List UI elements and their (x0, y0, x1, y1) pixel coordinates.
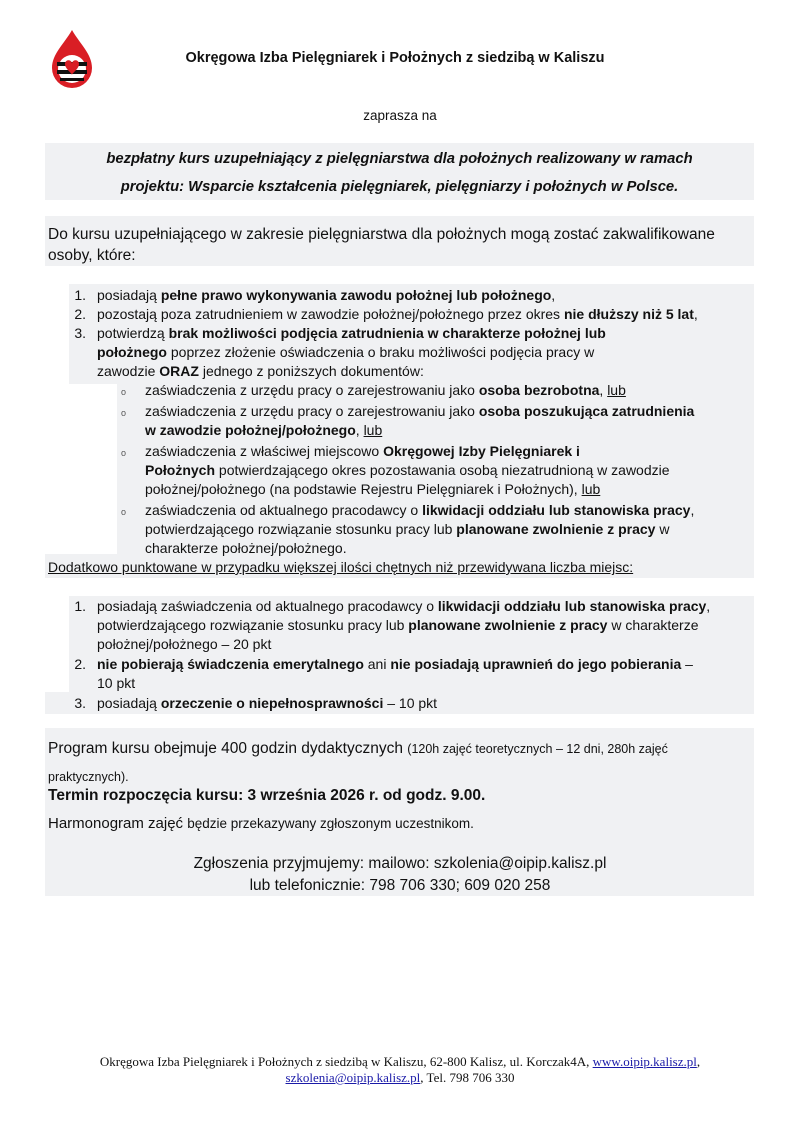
bullet-icon: o (121, 507, 127, 517)
intro-line-2: osoby, które: (48, 247, 136, 264)
bullet-icon: o (121, 448, 127, 458)
list-item: posiadają pełne prawo wykonywania zawodu położnej lub położnego, (97, 287, 556, 303)
footer-email-link[interactable]: szkolenia@oipip.kalisz.pl (285, 1070, 421, 1085)
list-item: zaświadczenia z właściwej miejscowo Okręgowej Izby Pielęgniarek i (145, 443, 580, 459)
bullet-icon: o (121, 387, 127, 397)
list-item: posiadają zaświadczenia od aktualnego pracodawcy o likwidacji oddziału lub stanowiska pracy, (97, 598, 711, 614)
footer-address: Okręgowa Izba Pielęgniarek i Położnych z siedzibą w Kaliszu, 62-800 Kalisz, ul. Korczak4A, www.oipip.kalisz.pl, (99, 1054, 701, 1069)
list-number: 3. (74, 325, 86, 341)
list-item-continuation: charakterze położnej/położnego. (145, 540, 347, 556)
start-date: Termin rozpoczęcia kursu: 3 września 2026 r. od godz. 9.00. (48, 787, 486, 804)
list-item: pozostają poza zatrudnieniem w zawodzie położnej/położnego przez okres nie dłuższy niż 5 lat, (97, 306, 698, 322)
course-title (45, 145, 754, 201)
list-item-continuation: położnej/położnego – 20 pkt (97, 636, 272, 652)
contact-email: Zgłoszenia przyjmujemy: mailowo: szkolenia@oipip.kalisz.pl (193, 855, 607, 872)
list-item: zaświadczenia od aktualnego pracodawcy o likwidacji oddziału lub stanowiska pracy, (145, 502, 695, 518)
list-number: 3. (74, 695, 86, 711)
list-item: posiadają orzeczenie o niepełnosprawności – 10 pkt (97, 695, 438, 711)
schedule-text: Harmonogram zajęć będzie przekazywany zgłoszonym uczestnikom. (48, 815, 474, 832)
list-item: zaświadczenia z urzędu pracy o zarejestrowaniu jako osoba poszukująca zatrudnienia (145, 403, 695, 419)
list-item: potwierdzą brak możliwości podjęcia zatrudnienia w charakterze położnej lub (97, 325, 606, 341)
course-title-line-1: bezpłatny kurs uzupełniający z pielęgniarstwa dla położnych realizowany w ramach (106, 151, 693, 167)
list-item: zaświadczenia z urzędu pracy o zarejestrowaniu jako osoba bezrobotna, lub (145, 382, 626, 398)
intro-line-1: Do kursu uzupełniającego w zakresie pielęgniarstwa dla położnych mogą zostać zakwalifikowane (48, 226, 715, 243)
invite-text: zaprasza na (363, 108, 437, 123)
oipip-logo (46, 28, 98, 90)
list-item-continuation: potwierdzającego rozwiązanie stosunku pracy lub planowane zwolnienie z pracy w charakterze (97, 617, 699, 633)
list-item-continuation: potwierdzającego rozwiązanie stosunku pracy lub planowane zwolnienie z pracy w (145, 521, 670, 537)
course-title-line-2: projektu: Wsparcie kształcenia pielęgniarek, pielęgniarzy i położnych w Polsce. (120, 179, 679, 195)
intro-text (48, 224, 754, 266)
list-number: 1. (74, 287, 86, 303)
program-text: Program kursu obejmuje 400 godzin dydaktycznych (120h zajęć teoretycznych – 12 dni, 280h zajęć praktycznych). (48, 740, 668, 784)
bullet-icon: o (121, 408, 127, 418)
list-number: 2. (74, 306, 86, 322)
contact-phone: lub telefonicznie: 798 706 330; 609 020 258 (249, 877, 551, 894)
extra-points-heading: Dodatkowo punktowane w przypadku większej ilości chętnych niż przewidywana liczba miejsc: (48, 559, 634, 575)
footer-website-link[interactable]: www.oipip.kalisz.pl (592, 1054, 697, 1069)
list-item-continuation: położnego poprzez złożenie oświadczenia o braku możliwości podjęcia pracy w (97, 344, 595, 360)
organization-header: Okręgowa Izba Pielęgniarek i Położnych z siedzibą w Kaliszu (185, 50, 605, 66)
list-item-continuation: Położnych potwierdzającego okres pozostawania osobą niezatrudnioną w zawodzie (145, 462, 670, 478)
list-item-continuation: położnej/położnego (na podstawie Rejestru Pielęgniarek i Położnych), lub (145, 481, 601, 497)
footer-contact: szkolenia@oipip.kalisz.pl, Tel. 798 706 330 (285, 1070, 515, 1085)
list-item-continuation: zawodzie ORAZ jednego z poniższych dokumentów: (97, 363, 424, 379)
list-item-continuation: w zawodzie położnej/położnego, lub (145, 422, 383, 438)
list-number: 1. (74, 598, 86, 614)
list-number: 2. (74, 656, 86, 672)
list-item: nie pobierają świadczenia emerytalnego ani nie posiadają uprawnień do jego pobierania – (97, 656, 693, 672)
list-item-continuation: 10 pkt (97, 675, 136, 691)
